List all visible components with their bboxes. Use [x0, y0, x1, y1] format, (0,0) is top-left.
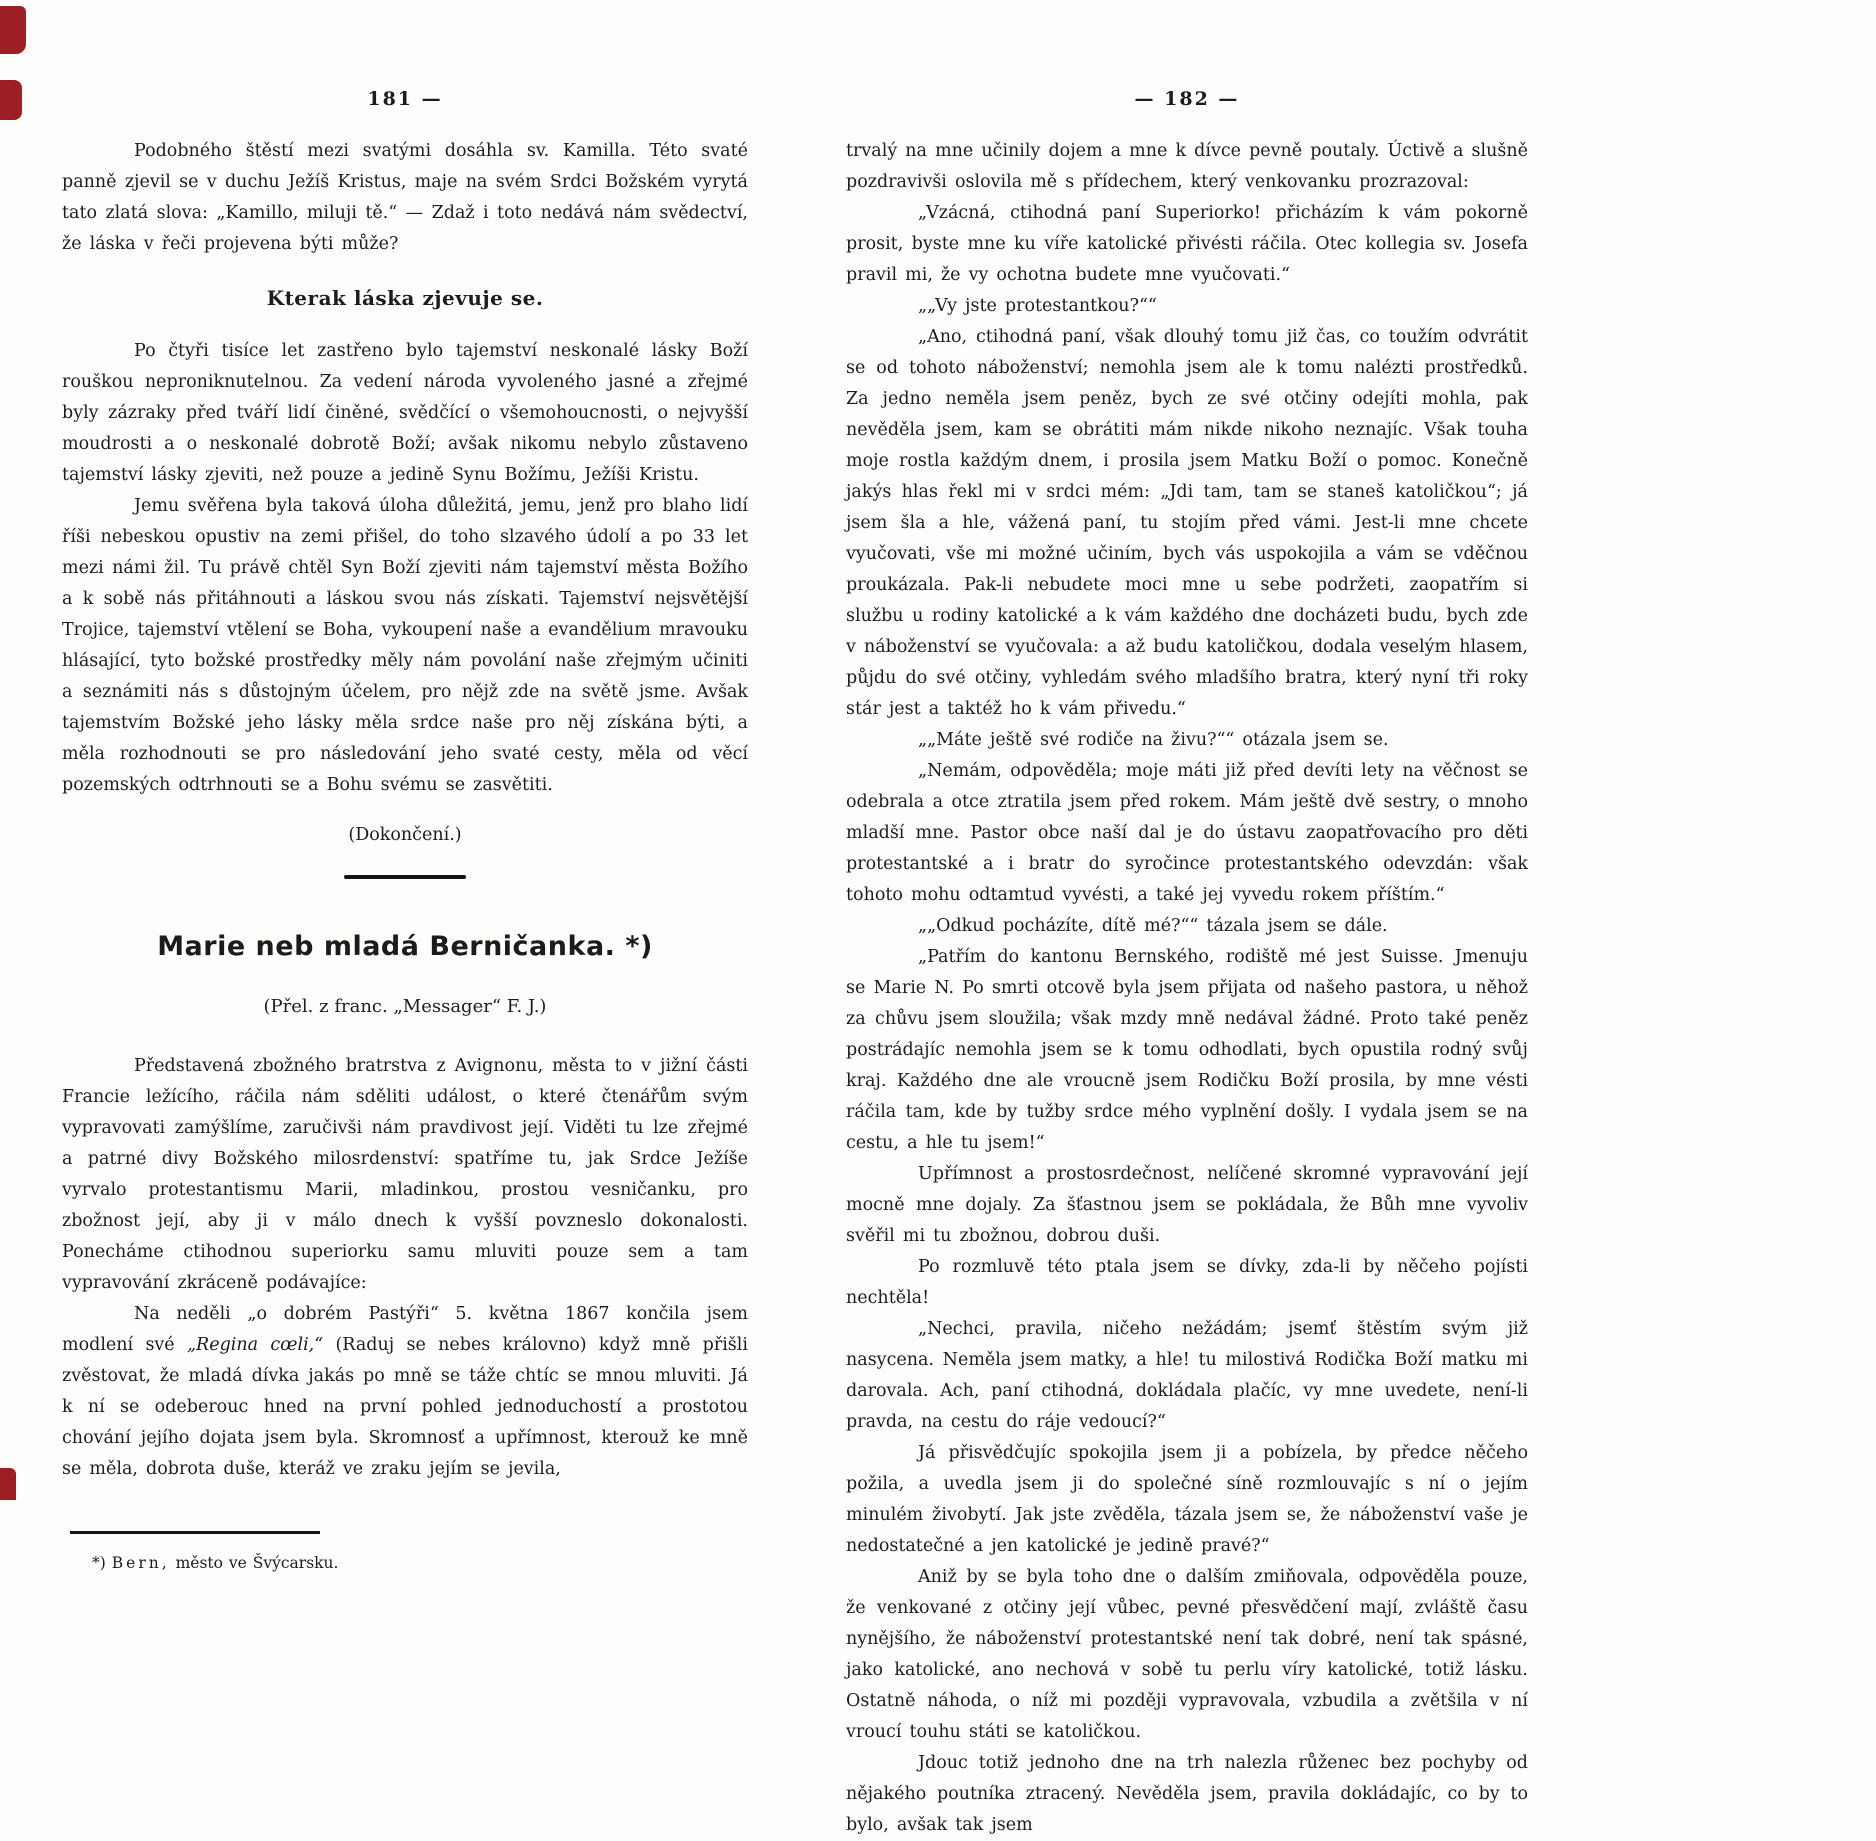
paragraph: „Patřím do kantonu Bernského, rodiště mé jest Suisse. Jmenuju se Marie N. Po smrti otcově byla jsem přijata od našeho pastora, u něhož za chůvu jsem sloužila; však mzdy mně nedával žádné. Proto také peněz postrádajíc nemohla jsem se k tomu odhodlati, bych opustila rodný svůj kraj. Každého dne ale vroucně jsem Rodičku Boží prosila, by mne vésti ráčila tam, kde by tužby srdce mého vyplnění došly. I vydala jsem se na cestu, a hle tu jsem!“: [846, 947, 1528, 1153]
paragraph: Upřímnost a prostosrdečnost, nelíčené skromné vypravování její mocně mne dojaly. Za šťastnou jsem se pokládala, že Bůh mne vyvoliv svěřil mi tu zbožnou, dobrou duši.: [846, 1164, 1528, 1246]
paragraph: trvalý na mne učinily dojem a mne k dívce pevně poutaly. Úctivě a slušně pozdravivši oslovila mě s přídechem, který venkovanku prozrazoval:: [846, 141, 1528, 192]
paragraph: Aniž by se byla toho dne o dalším zmiňovala, odpověděla pouze, že venkované z otčiny její vůbec, pevné přesvědčení mají, zvláště času nynějšího, že náboženství protestantské není tak dobré, není tak spásné, jako katolické, ano nechová v sobě tu perlu víry katolické, totiž lásku. Ostatně náhoda, o níž mi později vypravovala, vzbudila a zvětšila v ní vroucí touhu státi se katoličkou.: [846, 1567, 1528, 1742]
paragraph: „Nechci, pravila, ničeho nežádám; jsemť štěstím svým již nasycena. Neměla jsem matky, a hle! tu milostivá Rodička Boží matku mi darovala. Ach, paní ctihodná, dokládala plačíc, vy mne uvedete, není-li pravda, na cestu do ráje vedoucí?“: [846, 1319, 1528, 1432]
footnote-marker: *): [92, 1554, 106, 1572]
footnote: [92, 1554, 748, 1572]
divider-rule: [344, 875, 466, 879]
red-scan-mark: [0, 6, 26, 54]
paragraph: „„Odkud pocházíte, dítě mé?““ tázala jsem se dále.: [918, 916, 1388, 936]
paragraph: Jemu svěřena byla taková úloha důležitá, jemu, jenž pro blaho lidí říši nebeskou opustiv na zemi přišel, do toho slzavého údolí a po 33 let mezi námi žil. Tu právě chtěl Syn Boží zjeviti nám tajemství města Božího a k sobě nás přitáhnouti a láskou svou nás získati. Tajemství nejsvětější Trojice, tajemství vtělení se Boha, vykoupení naše a evandělium mravouku hlásající, tyto božské prostředky měly nám povolání naše zřejmým učiniti a seznámiti nás s důstojným účelem, pro nějž zde na světě jsme. Avšak tajemstvím Božské jeho lásky měla srdce naše pro něj získána býti, a měla rozhodnouti se pro následování jeho svaté cesty, měla od věcí pozemských odtrhnouti se a Bohu svému se zasvětiti.: [62, 496, 748, 795]
paragraph: Jdouc totiž jednoho dne na trh nalezla růženec bez pochyby od nějakého poutníka ztracený. Nevěděla jsem, pravila dokládajíc, co by to bylo, avšak tak jsem: [846, 1753, 1528, 1835]
paragraph: „Nemám, odpověděla; moje máti již před devíti lety na věčnost se odebrala a otce ztratila jsem před rokem. Mám ještě dvě sestry, o mnoho mladší mne. Pastor obce naší dal je do ústavu zaopatřovacího pro děti protestantské a i bratr do syročince protestantského odevzdán: však tohoto mohu odtamtud vyvésti, a také jej vyvedu rokem příštím.“: [846, 761, 1528, 905]
paragraph: „Vzácná, ctihodná paní Superiorko! přicházím k vám pokorně prosit, byste mne ku víře katolické přivésti ráčila. Otec kollegia sv. Josefa pravil mi, že vy ochotna budete mne vyučovati.“: [846, 203, 1528, 285]
paragraph: „„Vy jste protestantkou?““: [918, 296, 1157, 316]
paragraph: „Ano, ctihodná paní, však dlouhý tomu již čas, co toužím odvrátit se od tohoto náboženství; nemohla jsem ale k tomu nalézti prostředků. Za jedno neměla jsem peněz, bych ze své otčiny odejíti mohla, pak nevěděla jsem, kam se obrátiti mám nikde nikoho neznajíc. Však touha moje rostla každým dnem, i prosila jsem Matku Boží o pomoc. Konečně jakýs hlas řekl mi v srdci mém: „Jdi tam, tam se staneš katoličkou“; já jsem šla a hle, vážená paní, tu stojím před vámi. Jest-li mne chcete vyučovati, vše mi možné učiním, bych vás uspokojila a vám se vděčnou proukázala. Pak-li nebudete moci mne u sebe podržeti, zaopatřím si službu u rodiny katolické a k vám každého dne docházeti budu, bych zde v náboženství se vyučovala: a až budu katoličkou, dodala veselým hlasem, půjdu do své otčiny, vyhledám svého mladšího bratra, který nyní tři roky stár jest a taktéž ho k vám přivedu.“: [846, 327, 1528, 719]
article-subtitle: (Přel. z franc. „Messager“ F. J.): [263, 996, 547, 1017]
footnote-rule: [70, 1531, 320, 1534]
paragraph: Představená zbožného bratrstva z Avignonu, města to v jižní části Francie ležícího, ráčila nám sděliti událost, o které čtenářům svým vypravovati zamýšlíme, zaručivši nám pravdivost její. Viděti tu lze zřejmé a patrné divy Božského milosrdenství: spatříme tu, jak Srdce Ježíše vyrvalo protestantismu Marii, mladinkou, prostou vesničanku, pro zbožnost její, aby ji v málo dnech k vyšší povzneslo dokonalosti. Ponecháme ctihodnou superiorku samu mluviti pouze sem a tam vypravování zkráceně podávajíce:: [62, 1056, 748, 1293]
footnote-text: město ve Švýcarsku.: [169, 1554, 339, 1572]
paragraph: Po čtyři tisíce let zastřeno bylo tajemství neskonalé lásky Boží rouškou neproniknutelnou. Za vedení národa vyvoleného jasné a zřejmé byly zázraky před tváří lidí činěné, svědčící o všemohoucnosti, o nejvyšší moudrosti a o neskonalé dobrotě Boží; avšak nikomu nebylo zůstaveno tajemství lásky zjeviti, než pouze a jedině Synu Božímu, Ježíši Kristu.: [62, 341, 748, 485]
paragraph: Já přisvědčujíc spokojila jsem ji a pobízela, by předce něčeho požila, a uvedla jsem ji do společné síně rozmlouvajíc s ní o jejím minulém živobytí. Jak jste zvěděla, tázala jsem se, že náboženství vaše je nedostatečné a jen katolické je jedině pravé?“: [846, 1443, 1528, 1556]
continuation-note: (Dokončení.): [348, 825, 462, 845]
latin-phrase: „Regina cœli,“: [186, 1335, 324, 1355]
paragraph: [62, 1299, 748, 1485]
red-scan-mark: [0, 80, 22, 120]
paragraph: Po rozmluvě této ptala jsem se dívky, zda-li by něčeho pojísti nechtěla!: [846, 1257, 1528, 1308]
red-scan-mark: [0, 1468, 16, 1500]
page-number-right: — 182 —: [1134, 88, 1240, 110]
page-181: [62, 88, 748, 1572]
paragraph-text: Na neděli „o dobrém Pastýři“ 5. května 1867 končila jsem modlení své: [62, 1304, 748, 1355]
article-title: Marie neb mladá Berničanka. *): [157, 931, 653, 962]
section-heading: Kterak láska zjevuje se.: [266, 286, 544, 310]
page-number-left: 181 —: [367, 88, 443, 110]
paragraph: „„Máte ještě své rodiče na živu?““ otázala jsem se.: [918, 730, 1389, 750]
paragraph-text: (Raduj se nebes královno) když mně přišli zvěstovat, že mladá dívka jakás po mně se táže chtíc se mnou mluviti. Já k ní se odeberouc hned na první pohled jednoduchostí a prostotou chování jejího dojata jsem byla. Skromnosť a upřímnost, kterouž ke mně se měla, dobrota duše, kteráž ve zraku jejím se jevila,: [62, 1335, 748, 1479]
footnote-place: Bern,: [111, 1554, 170, 1572]
page-182: [846, 88, 1528, 1841]
paragraph: Podobného štěstí mezi svatými dosáhla sv. Kamilla. Této svaté panně zjevil se v duchu Ježíš Kristus, maje na svém Srdci Božském vyrytá tato zlatá slova: „Kamillo, miluji tě.“ — Zdaž i toto nedává nám svědectví, že láska v řeči projevena býti může?: [62, 141, 748, 254]
